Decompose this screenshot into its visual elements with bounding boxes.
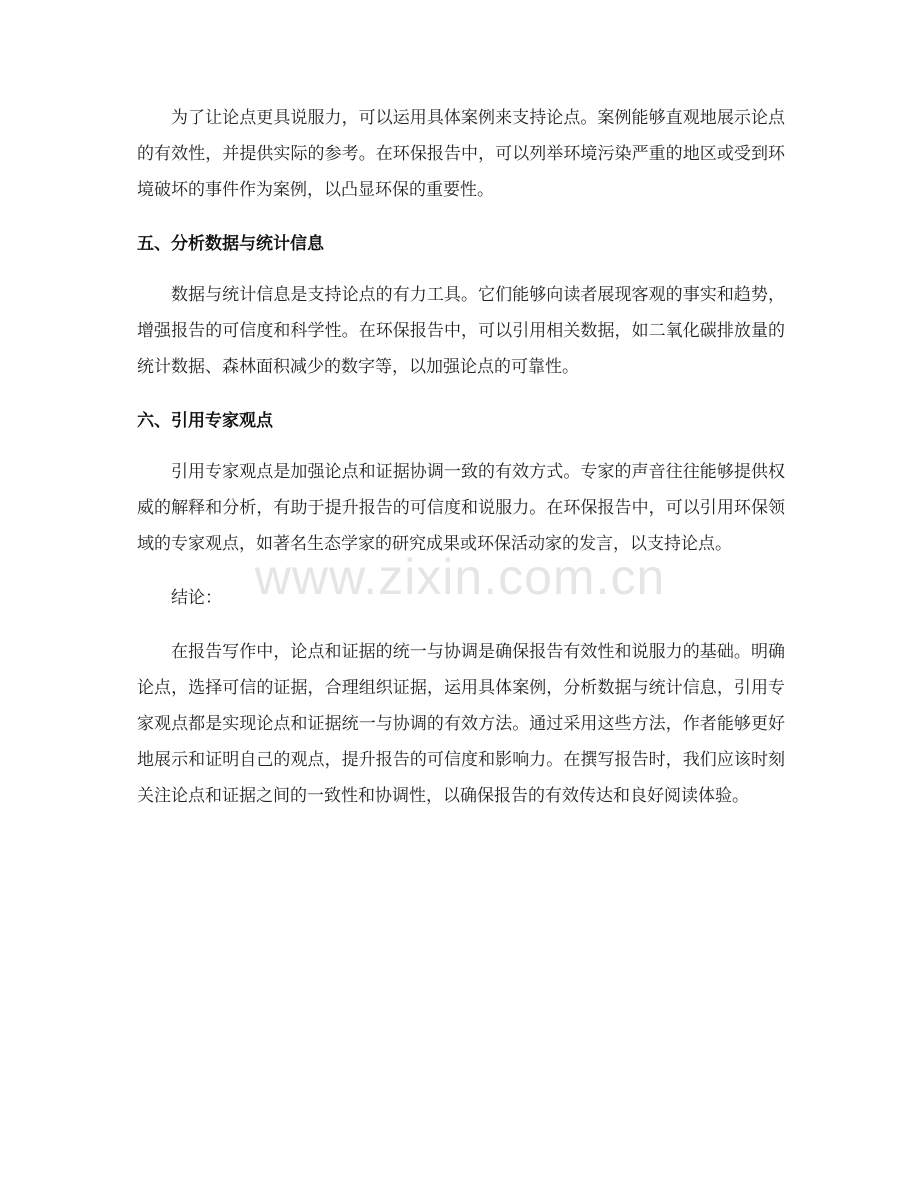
document-body — [137, 100, 785, 814]
spacer — [137, 262, 785, 277]
section-paragraph-data: 数据与统计信息是支持论点的有力工具。它们能够向读者展现客观的事实和趋势，增强报告的可信度和科学性。在环保报告中，可以引用相关数据，如二氧化碳排放量的统计数据、森林面积减少的数字等，以加强论点的可靠性。 — [137, 285, 785, 377]
spacer — [137, 562, 785, 580]
section-heading-data: 五、分析数据与统计信息 — [137, 234, 324, 254]
spacer — [137, 616, 785, 634]
watermark-text: www.zixin.com.cn — [254, 549, 666, 605]
conclusion-label: 结论： — [171, 588, 222, 608]
section-paragraph-experts: 引用专家观点是加强论点和证据协调一致的有效方式。专家的声音往往能够提供权威的解释和分析，有助于提升报告的可信度和说服力。在环保报告中，可以引用环保领域的专家观点，如著名生态学家的研究成果或环保活动家的发言，以支持论点。 — [137, 462, 785, 554]
intro-paragraph: 为了让论点更具说服力，可以运用具体案例来支持论点。案例能够直观地展示论点的有效性，并提供实际的参考。在环保报告中，可以列举环境污染严重的地区或受到环境破坏的事件作为案例，以凸显环保的重要性。 — [137, 108, 785, 200]
spacer — [137, 439, 785, 454]
conclusion-paragraph: 在报告写作中，论点和证据的统一与协调是确保报告有效性和说服力的基础。明确论点，选择可信的证据，合理组织证据，运用具体案例，分析数据与统计信息，引用专家观点都是实现论点和证据统一与协调的有效方法。通过采用这些方法，作者能够更好地展示和证明自己的观点，提升报告的可信度和影响力。在撰写报告时，我们应该时刻关注论点和证据之间的一致性和协调性，以确保报告的有效传达和良好阅读体验。 — [137, 642, 785, 806]
section-heading-experts: 六、引用专家观点 — [137, 411, 273, 431]
spacer — [137, 208, 785, 226]
spacer — [137, 385, 785, 403]
